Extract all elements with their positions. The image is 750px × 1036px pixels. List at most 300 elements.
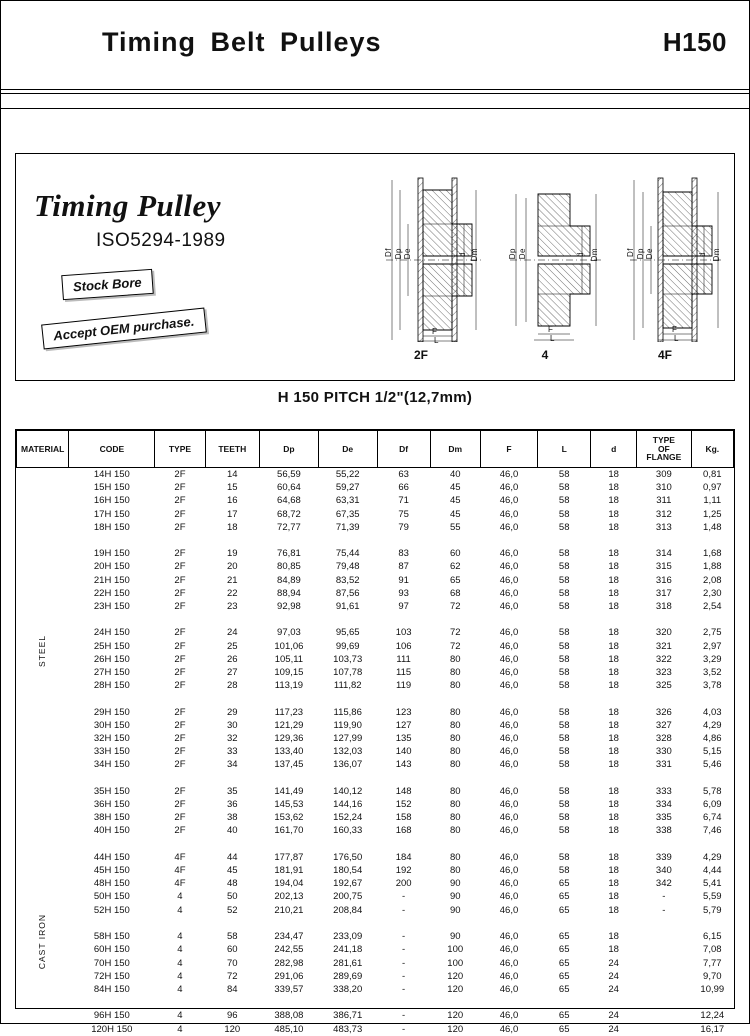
label-l: L <box>674 334 679 343</box>
cell-df: 66 <box>398 482 409 494</box>
stock-bore-tag: Stock Bore <box>61 269 153 300</box>
cell-d: 18 <box>608 574 619 586</box>
cell-dp: 129,36 <box>274 733 304 745</box>
group-spacer-cell <box>69 613 155 626</box>
cell-dp: 485,10 <box>274 1023 304 1035</box>
cell-l: 58 <box>558 627 570 639</box>
cell-de: 180,54 <box>333 865 363 877</box>
cell-kg: 2,75 <box>703 627 722 639</box>
group-spacer-cell <box>538 613 591 626</box>
cell-d: 18 <box>608 521 619 533</box>
cell-df: - <box>402 1010 406 1022</box>
cell-f: 46,0 <box>499 904 519 916</box>
cell-d: 18 <box>608 680 619 692</box>
cell-dm: 80 <box>449 667 461 679</box>
brand-title: Timing Pulley <box>34 188 222 223</box>
cell-flange: 315 <box>655 561 672 573</box>
cell-f: 46,0 <box>499 799 519 811</box>
table-row <box>17 798 734 811</box>
col-dm: Dm <box>430 431 480 468</box>
cell-code: 24H 150 <box>93 627 130 639</box>
cell-dp: 76,81 <box>277 548 301 560</box>
cell-f: 46,0 <box>499 627 519 639</box>
material-label <box>17 468 69 838</box>
cell-dm: 80 <box>449 865 461 877</box>
table-row <box>17 706 734 719</box>
cell-f: 46,0 <box>499 878 519 890</box>
group-spacer <box>17 996 734 1009</box>
figure-caption-2f: 2F <box>413 348 428 362</box>
cell-l: 58 <box>558 653 570 665</box>
cell-type: 2F <box>174 482 186 494</box>
cell-d: 18 <box>608 812 619 824</box>
cell-de: 136,07 <box>333 759 363 771</box>
cell-dm: 100 <box>447 944 464 956</box>
cell-teeth: 58 <box>227 931 238 943</box>
cell-f: 46,0 <box>499 785 519 797</box>
cell-dp: 291,06 <box>274 970 304 982</box>
cell-code: 50H 150 <box>93 891 130 903</box>
cell-de: 386,71 <box>333 1010 363 1022</box>
spec-table-container <box>15 429 735 1035</box>
cell-dm: 80 <box>449 733 461 745</box>
cell-teeth: 28 <box>227 680 238 692</box>
cell-teeth: 17 <box>227 508 238 520</box>
table-row <box>17 547 734 560</box>
cell-kg: 12,24 <box>700 1010 725 1022</box>
cell-flange: 316 <box>655 574 672 586</box>
cell-dp: 202,13 <box>274 891 304 903</box>
cell-kg: 1,88 <box>703 561 722 573</box>
group-spacer <box>17 534 734 547</box>
cell-dm: 120 <box>447 970 464 982</box>
cell-de: 67,35 <box>335 508 360 520</box>
cell-flange: 339 <box>655 851 672 863</box>
cell-dm: 45 <box>449 508 461 520</box>
cell-dp: 242,55 <box>274 944 304 956</box>
cell-d: 24 <box>608 1010 619 1022</box>
cell-l: 58 <box>558 482 570 494</box>
cell-l: 65 <box>558 983 570 995</box>
table-row <box>17 732 734 745</box>
cell-de: 63,31 <box>335 495 360 507</box>
cell-f: 46,0 <box>499 469 519 480</box>
branding-block <box>34 188 364 252</box>
cell-de: 87,56 <box>335 587 360 599</box>
cell-dm: 62 <box>449 561 461 573</box>
cell-d: 24 <box>608 1023 619 1035</box>
cell-d: 18 <box>608 706 619 718</box>
col-de: De <box>318 431 377 468</box>
col-df: Df <box>377 431 430 468</box>
cell-dp: 113,19 <box>274 680 304 692</box>
cell-df: - <box>402 931 406 943</box>
figure-caption-4: 4 <box>541 348 549 362</box>
cell-d: 18 <box>608 851 619 863</box>
cell-l: 58 <box>558 640 570 652</box>
group-spacer-cell <box>637 534 691 547</box>
cell-dm: 80 <box>449 680 461 692</box>
group-spacer-cell <box>155 772 205 785</box>
cell-l: 58 <box>558 508 570 520</box>
cell-dp: 388,08 <box>274 1010 304 1022</box>
cell-f: 46,0 <box>499 983 519 995</box>
cell-de: 79,48 <box>335 561 360 573</box>
cell-teeth: 23 <box>227 601 238 613</box>
cell-dm: 72 <box>449 640 461 652</box>
cell-d: 18 <box>608 733 619 745</box>
cell-dm: 72 <box>449 601 461 613</box>
cell-df: 168 <box>395 825 412 837</box>
cell-df: 140 <box>395 746 412 758</box>
cell-f: 46,0 <box>499 548 519 560</box>
cell-code: 29H 150 <box>93 706 130 718</box>
cell-flange: 310 <box>655 482 672 494</box>
label-f: F <box>672 325 677 334</box>
cell-dp: 72,77 <box>277 521 301 533</box>
cell-type: 2F <box>174 719 186 731</box>
cell-code: 38H 150 <box>93 812 130 824</box>
cell-teeth: 18 <box>227 521 238 533</box>
cell-dm: 80 <box>449 812 461 824</box>
cell-l: 65 <box>558 931 570 943</box>
cell-df: 143 <box>395 759 412 771</box>
figure-2f <box>356 164 486 364</box>
cell-de: 483,73 <box>333 1023 363 1035</box>
cell-de: 111,82 <box>333 680 362 692</box>
table-row <box>17 811 734 824</box>
cell-l: 65 <box>558 970 570 982</box>
cell-kg: 3,52 <box>703 667 722 679</box>
cell-l: 58 <box>558 759 570 771</box>
cell-kg: 6,15 <box>703 931 722 943</box>
cell-code: 16H 150 <box>93 495 130 507</box>
cell-flange: 317 <box>655 587 672 599</box>
group-spacer-cell <box>377 534 430 547</box>
pulley-diagram-4f-icon <box>604 164 726 342</box>
cell-l: 65 <box>558 904 570 916</box>
cell-l: 58 <box>558 548 570 560</box>
group-spacer-cell <box>377 917 430 930</box>
group-spacer-cell <box>591 917 637 930</box>
cell-dm: 80 <box>449 759 461 771</box>
cell-type: 2F <box>174 548 186 560</box>
cell-f: 46,0 <box>499 601 519 613</box>
table-row <box>17 560 734 573</box>
col-teeth: TEETH <box>205 431 259 468</box>
cell-dp: 133,40 <box>274 746 304 758</box>
table-header-row <box>17 431 734 468</box>
cell-type: 2F <box>174 627 186 639</box>
cell-de: 83,52 <box>335 574 360 586</box>
cell-dm: 80 <box>449 719 461 731</box>
figure-caption-4f: 4F <box>657 348 672 362</box>
cell-type: 2F <box>174 469 186 480</box>
cell-code: 58H 150 <box>93 931 130 943</box>
cell-l: 58 <box>558 561 570 573</box>
group-spacer-cell <box>69 996 155 1009</box>
cell-code: 44H 150 <box>93 851 130 863</box>
cell-kg: 2,30 <box>703 587 722 599</box>
cell-type: 4 <box>177 970 183 982</box>
group-spacer-cell <box>377 692 430 705</box>
cell-dp: 137,45 <box>274 759 304 771</box>
cell-de: 144,16 <box>333 799 363 811</box>
cell-flange: 323 <box>655 667 672 679</box>
cell-f: 46,0 <box>499 667 519 679</box>
cell-dm: 80 <box>449 825 461 837</box>
cell-type: 2F <box>174 495 186 507</box>
cell-kg: 9,70 <box>703 970 722 982</box>
cell-kg: 16,17 <box>700 1023 725 1035</box>
cell-kg: 1,11 <box>703 495 722 507</box>
cell-df: 79 <box>398 521 409 533</box>
col-f: F <box>480 431 537 468</box>
cell-code: 48H 150 <box>93 878 130 890</box>
cell-f: 46,0 <box>499 944 519 956</box>
label-de: De <box>518 248 527 260</box>
table-row <box>17 626 734 639</box>
material-divider <box>17 838 734 851</box>
group-spacer-cell <box>691 613 733 626</box>
cell-flange <box>637 1009 691 1022</box>
cell-df: 192 <box>395 865 412 877</box>
table-row <box>17 943 734 956</box>
cell-de: 192,67 <box>333 878 363 890</box>
group-spacer-cell <box>691 534 733 547</box>
cell-dp: 153,62 <box>274 812 304 824</box>
page-title: Timing Belt Pulleys <box>102 27 382 57</box>
cell-type: 4 <box>177 931 183 943</box>
cell-dp: 282,98 <box>274 957 304 969</box>
cell-type: 2F <box>174 706 186 718</box>
group-spacer-cell <box>155 613 205 626</box>
cell-d: 18 <box>608 667 619 679</box>
cell-df: 91 <box>398 574 409 586</box>
pulley-diagram-4-icon <box>486 164 604 342</box>
group-spacer-cell <box>691 772 733 785</box>
cell-flange: 311 <box>656 495 672 507</box>
cell-type: 4F <box>174 878 186 890</box>
cell-f: 46,0 <box>499 733 519 745</box>
cell-dm: 45 <box>449 495 461 507</box>
cell-df: 97 <box>398 601 409 613</box>
group-spacer-cell <box>430 772 480 785</box>
cell-dp: 64,68 <box>277 495 301 507</box>
cell-dm: 72 <box>449 627 461 639</box>
table-row <box>17 468 734 482</box>
cell-code: 21H 150 <box>93 574 130 586</box>
cell-df: 115 <box>396 667 412 679</box>
header-divider-2 <box>1 93 749 94</box>
cell-f: 46,0 <box>499 587 519 599</box>
page-code: H150 <box>662 27 727 57</box>
cell-df: - <box>402 904 406 916</box>
cell-dm: 45 <box>449 482 461 494</box>
col-type-of-flange <box>637 431 691 468</box>
cell-kg: 4,29 <box>703 719 722 731</box>
cell-df: 184 <box>395 851 412 863</box>
cell-teeth: 32 <box>227 733 238 745</box>
group-spacer-cell <box>205 917 259 930</box>
cell-dm: 65 <box>449 574 461 586</box>
cell-de: 119,90 <box>333 719 362 731</box>
header-divider <box>1 89 749 90</box>
cell-f: 46,0 <box>499 891 519 903</box>
group-spacer-cell <box>430 692 480 705</box>
table-row <box>17 930 734 943</box>
cell-teeth: 19 <box>227 548 238 560</box>
cell-kg: 4,44 <box>703 865 722 877</box>
cell-teeth: 26 <box>227 653 238 665</box>
cell-d: 18 <box>608 878 619 890</box>
cell-df: 119 <box>396 680 412 692</box>
cell-l: 58 <box>558 587 570 599</box>
cell-d: 24 <box>608 970 619 982</box>
cell-type: 2F <box>174 680 186 692</box>
cell-de: 281,61 <box>333 957 363 969</box>
col-flange-line1: TYPE <box>652 434 675 445</box>
table-row <box>17 1009 734 1022</box>
cell-code: 84H 150 <box>93 983 130 995</box>
cell-de: 127,99 <box>333 733 363 745</box>
cell-f: 46,0 <box>499 812 519 824</box>
group-spacer-cell <box>205 692 259 705</box>
col-flange-line3: FLANGE <box>646 452 682 463</box>
group-spacer-cell <box>260 917 319 930</box>
cell-f: 46,0 <box>499 508 519 520</box>
cell-kg: 3,29 <box>703 653 722 665</box>
group-spacer <box>17 772 734 785</box>
cell-type: 2F <box>174 759 186 771</box>
cell-dm: 60 <box>449 548 461 560</box>
cell-teeth: 30 <box>227 719 238 731</box>
cell-dp: 56,59 <box>277 469 301 480</box>
label-de: De <box>645 248 654 260</box>
cell-de: 59,27 <box>335 482 360 494</box>
cell-dm: 80 <box>449 746 461 758</box>
cell-code: 26H 150 <box>93 653 130 665</box>
cell-d: 18 <box>608 601 619 613</box>
group-spacer-cell <box>205 613 259 626</box>
cell-code: 30H 150 <box>93 719 130 731</box>
cell-type: 2F <box>174 601 186 613</box>
group-spacer-cell <box>480 534 537 547</box>
cell-de: 176,50 <box>333 851 363 863</box>
cell-df: 127 <box>395 719 412 731</box>
group-spacer-cell <box>155 917 205 930</box>
cell-teeth: 35 <box>227 785 238 797</box>
cell-dm: 90 <box>449 891 461 903</box>
group-spacer-cell <box>155 996 205 1009</box>
cell-teeth: 48 <box>227 878 238 890</box>
cell-d: 18 <box>608 825 619 837</box>
cell-teeth: 34 <box>227 759 238 771</box>
cell-kg: 5,79 <box>703 904 722 916</box>
cell-flange: 314 <box>655 548 672 560</box>
cell-dm: 90 <box>449 878 461 890</box>
page-header <box>1 1 749 109</box>
group-spacer-cell <box>260 996 319 1009</box>
group-spacer-cell <box>318 996 377 1009</box>
label-l: L <box>434 336 439 345</box>
table-row <box>17 508 734 521</box>
group-spacer-cell <box>591 534 637 547</box>
cell-df: - <box>402 983 406 995</box>
table-row <box>17 574 734 587</box>
oem-tag: Accept OEM purchase. <box>41 308 206 350</box>
cell-de: 115,86 <box>333 706 362 718</box>
cell-kg: 1,48 <box>703 521 722 533</box>
cell-kg: 10,99 <box>700 983 725 995</box>
spec-table <box>16 430 734 1036</box>
col-kg: Kg. <box>691 431 733 468</box>
cell-dm: 80 <box>449 706 461 718</box>
cell-type: 4 <box>177 891 183 903</box>
cell-teeth: 36 <box>227 799 238 811</box>
cell-d: 18 <box>608 746 619 758</box>
cell-l: 65 <box>558 891 570 903</box>
cell-kg: 5,59 <box>703 891 722 903</box>
group-spacer-cell <box>691 996 733 1009</box>
cell-flange: 322 <box>655 653 672 665</box>
cell-dm: 80 <box>449 799 461 811</box>
cell-l: 58 <box>558 521 570 533</box>
cell-type: 2F <box>174 746 186 758</box>
cell-f: 46,0 <box>499 1023 519 1035</box>
cell-f: 46,0 <box>499 680 519 692</box>
table-row <box>17 1023 734 1036</box>
label-d: d <box>698 252 707 257</box>
cell-code: 60H 150 <box>93 944 130 956</box>
group-spacer-cell <box>637 692 691 705</box>
cell-kg: 4,03 <box>703 706 722 718</box>
cell-type: 2F <box>174 733 186 745</box>
cell-dm: 80 <box>449 785 461 797</box>
group-spacer-cell <box>637 996 691 1009</box>
label-f: F <box>548 325 553 334</box>
cell-l: 58 <box>558 469 570 480</box>
cell-dp: 105,11 <box>274 653 304 665</box>
cell-d: 18 <box>608 627 619 639</box>
cell-kg: 6,09 <box>703 799 722 811</box>
cell-d: 18 <box>608 904 619 916</box>
cell-teeth: 50 <box>227 891 238 903</box>
table-row <box>17 957 734 970</box>
table-row <box>17 719 734 732</box>
group-spacer-cell <box>69 534 155 547</box>
cell-f: 46,0 <box>499 482 519 494</box>
cell-d: 18 <box>608 508 619 520</box>
col-material: MATERIAL <box>17 431 69 468</box>
cell-flange: 340 <box>655 865 672 877</box>
cell-teeth: 21 <box>227 574 238 586</box>
label-d: d <box>458 252 467 257</box>
cell-code: 96H 150 <box>93 1010 130 1022</box>
cell-flange: 335 <box>655 812 672 824</box>
cell-de: 338,20 <box>333 983 363 995</box>
cell-dp: 234,47 <box>274 931 304 943</box>
cell-kg: 5,15 <box>703 746 722 758</box>
table-row <box>17 890 734 903</box>
group-spacer-cell <box>260 613 319 626</box>
group-spacer-cell <box>691 692 733 705</box>
cell-l: 58 <box>558 785 570 797</box>
cell-teeth: 84 <box>227 983 238 995</box>
group-spacer-cell <box>430 534 480 547</box>
cell-dm: 120 <box>447 1010 464 1022</box>
cell-flange: 320 <box>655 627 672 639</box>
